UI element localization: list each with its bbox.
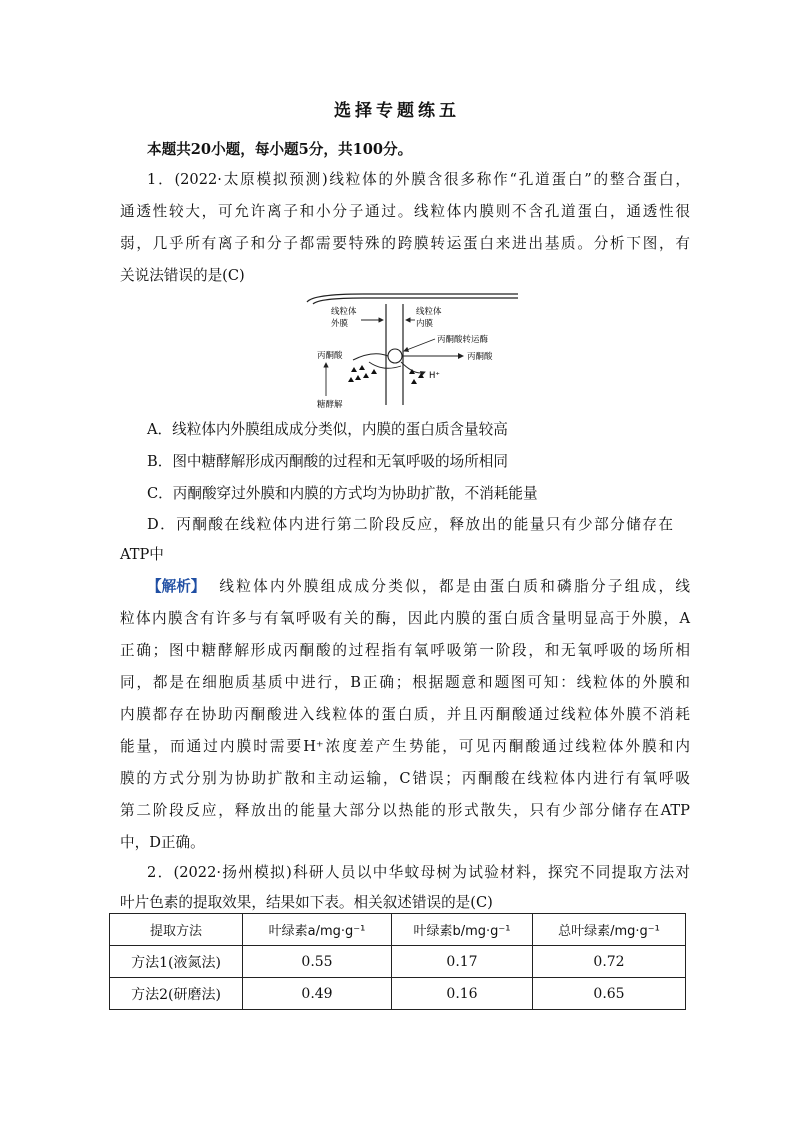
analysis-tag: 【解析】 <box>147 578 206 595</box>
q1-analysis-line: 内膜都存在协助丙酮酸进入线粒体的蛋白质，并且丙酮酸通过线粒体外膜不消耗 <box>120 706 690 723</box>
glycolysis-label: 糖酵解 <box>317 400 343 410</box>
table-row <box>110 978 686 1010</box>
q1-analysis-line: 膜的方式分别为协助扩散和主动运输，C错误；丙酮酸在线粒体内进行有氧呼吸 <box>120 770 690 787</box>
membrane-curve <box>313 298 518 304</box>
table-cell: 方法2(研磨法) <box>110 978 243 1010</box>
q1-analysis-first-line <box>147 577 690 597</box>
transporter-icon <box>388 349 402 363</box>
q1-analysis-line: 第二阶段反应，释放出的能量大部分以热能的形式散失，只有少部分储存在ATP <box>120 802 690 819</box>
table-cell: 0.65 <box>533 978 686 1010</box>
q1-analysis-line: 粒体内膜含有许多与有氧呼吸有关的酶，因此内膜的蛋白质含量明显高于外膜，A <box>120 610 690 627</box>
table-header-cell: 叶绿素b/mg·g⁻¹ <box>392 914 533 946</box>
q1-stem-line: 1．(2022·太原模拟预测)线粒体的外膜含很多称作“孔道蛋白”的整合蛋白， <box>147 171 690 188</box>
pyruvate-right-label: 丙酮酸 <box>467 352 493 362</box>
q1-stem-line: 通透性较大，可允许离子和小分子通过。线粒体内膜则不含孔道蛋白，通透性很 <box>120 203 690 220</box>
q1-analysis-line: 正确；图中糖酵解形成丙酮酸的过程指有氧呼吸第一阶段，和无氧呼吸的场所相 <box>120 642 690 659</box>
q1-option-continuation: ATP中 <box>120 546 164 563</box>
inner-membrane-label: 内膜 <box>416 319 434 329</box>
q1-stem-line: 关说法错误的是(C) <box>120 267 245 284</box>
q1-option: D．丙酮酸在线粒体内进行第二阶段反应，释放出的能量只有少部分储存在 <box>147 516 673 533</box>
pyruvate-left-label: 丙酮酸 <box>317 351 343 361</box>
mitochondria-figure <box>303 290 523 410</box>
outer-membrane-label: 线粒体 <box>331 307 357 317</box>
analysis-text: 线粒体内外膜组成成分类似，都是由蛋白质和磷脂分子组成，线 <box>219 578 690 595</box>
transporter-label: 丙酮酸转运酶 <box>437 335 489 345</box>
table-cell: 0.17 <box>392 946 533 978</box>
table-row <box>110 946 686 978</box>
q1-analysis-line: 能量，而通过内膜时需要H⁺浓度差产生势能，可见丙酮酸通过线粒体外膜和内 <box>120 738 690 755</box>
q1-option: A．线粒体内外膜组成成分类似，内膜的蛋白质含量较高 <box>147 421 508 438</box>
q1-stem-line: 弱，几乎所有离子和分子都需要特殊的跨膜转运蛋白来进出基质。分析下图，有 <box>120 235 690 252</box>
table-header-cell: 提取方法 <box>110 914 243 946</box>
outer-membrane-label: 外膜 <box>331 319 349 329</box>
table-header-cell: 总叶绿素/mg·g⁻¹ <box>533 914 686 946</box>
pigment-table <box>109 913 686 1010</box>
table-cell: 方法1(液氮法) <box>110 946 243 978</box>
table-cell: 0.49 <box>243 978 392 1010</box>
table-header-row <box>110 914 686 946</box>
table-cell: 0.16 <box>392 978 533 1010</box>
q1-analysis-line: 同，都是在细胞质基质中进行，B正确；根据题意和题图可知：线粒体的外膜和 <box>120 674 690 691</box>
table-cell: 0.72 <box>533 946 686 978</box>
q2-stem-line: 2．(2022·扬州模拟)科研人员以中华蚊母树为试验材料，探究不同提取方法对 <box>147 864 690 881</box>
table-header-cell: 叶绿素a/mg·g⁻¹ <box>243 914 392 946</box>
page-title: 选择专题练五 <box>334 101 460 121</box>
intro-text: 本题共20小题，每小题5分，共100分。 <box>147 141 413 158</box>
table-cell: 0.55 <box>243 946 392 978</box>
q1-option: B．图中糖酵解形成丙酮酸的过程和无氧呼吸的场所相同 <box>147 453 508 470</box>
q1-option: C．丙酮酸穿过外膜和内膜的方式均为协助扩散，不消耗能量 <box>147 485 538 502</box>
q2-stem-line: 叶片色素的提取效果，结果如下表。相关叙述错误的是(C) <box>120 894 493 911</box>
q1-analysis-line: 中，D正确。 <box>120 834 205 851</box>
hplus-label: H⁺ <box>429 371 440 381</box>
inner-membrane-label: 线粒体 <box>416 307 442 317</box>
